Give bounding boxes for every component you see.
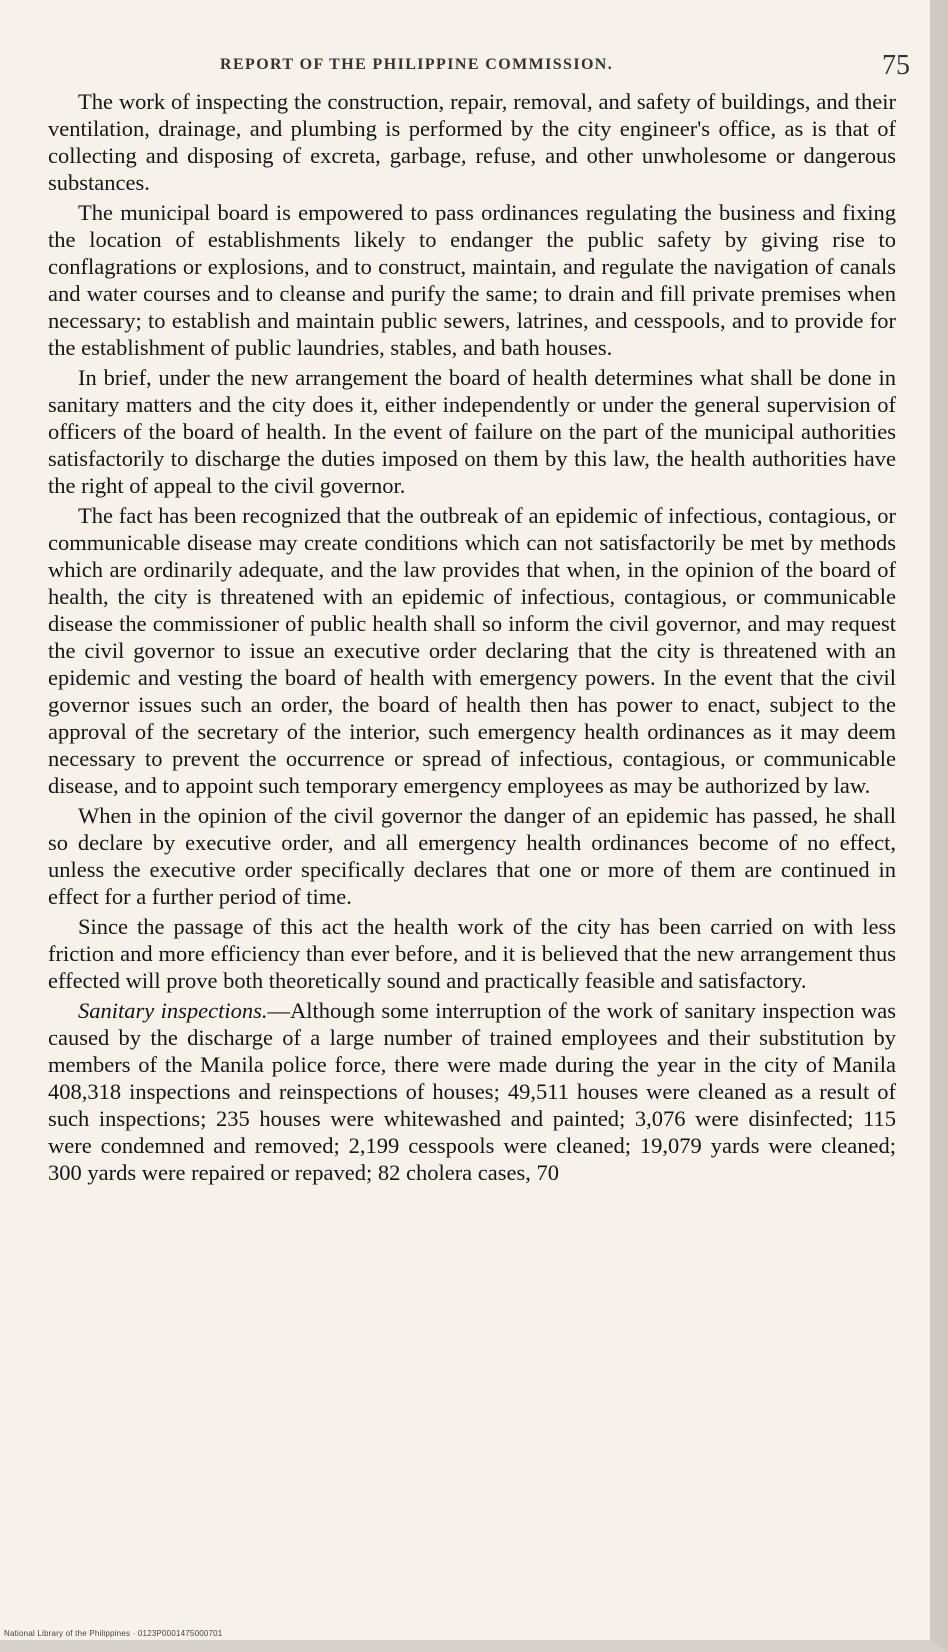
page-number: 75: [882, 50, 910, 81]
sanitary-inspections-heading: Sanitary inspections.: [78, 998, 268, 1023]
scan-footer: National Library of the Philippines · 0123P0001475000701: [4, 1629, 223, 1638]
paragraph-sanitary-inspections: [48, 997, 896, 1186]
paragraph-2: The municipal board is empowered to pass ordinances regulating the business and fixing the location of establishments likely to endanger the public safety by giving rise to conflagrations or explosions, and to construct, maintain, and regulate the navigation of canals and water courses and to cleanse and purify the same; to drain and fill private premises when necessary; to establish and maintain public sewers, latrines, and cesspools, and to provide for the establishment of public laundries, stables, and bath houses.: [48, 200, 896, 360]
paragraph-5: When in the opinion of the civil governor the danger of an epidemic has passed, he shall so declare by executive order, and all emergency health ordinances become of no effect, unless the executive order specifically declares that one or more of them are continued in effect for a further period of time.: [48, 803, 896, 909]
paragraph-3: In brief, under the new arrangement the board of health determines what shall be done in sanitary matters and the city does it, either independently or under the general supervision of officers of the board of health. In the event of failure on the part of the municipal authorities satisfactorily to discharge the duties imposed on them by this law, the health authorities have the right of appeal to the civil governor.: [48, 365, 896, 498]
paragraph-4: The fact has been recognized that the outbreak of an epidemic of infectious, contagious, or communicable disease may create conditions which can not satisfactorily be met by methods which are ordinarily adequate, and the law provides that when, in the opinion of the board of health, the city is threatened with an epidemic of infectious, contagious, or communicable disease the commissioner of public health shall so inform the civil governor, and may request the civil governor to issue an executive order declaring that the city is threatened with an epidemic and vesting the board of health with emergency powers. In the event that the civil governor issues such an order, the board of health then has power to enact, subject to the approval of the secretary of the interior, such emergency health ordinances as it may deem necessary to prevent the occurrence or spread of infectious, contagious, or communicable disease, and to appoint such temporary emergency employees as may be authorized by law.: [48, 503, 896, 798]
running-title: REPORT OF THE PHILIPPINE COMMISSION.: [220, 56, 614, 73]
paragraph-6: Since the passage of this act the health work of the city has been carried on with less friction and more efficiency than ever before, and it is believed that the new arrangement thus effected will prove both theoretically sound and practically feasible and satisfactory.: [48, 914, 896, 993]
sanitary-inspections-text: —Although some interruption of the work of sanitary inspection was caused by the discharge of a large number of trained employees and their substitution by members of the Manila police force, there were made during the year in the city of Manila 408,318 inspections and reinspections of houses; 49,511 houses were cleaned as a result of such inspections; 235 houses were whitewashed and painted; 3,076 were disinfected; 115 were condemned and removed; 2,199 cesspools were cleaned; 19,079 yards were cleaned; 300 yards were repaired or repaved; 82 cholera cases, 70: [48, 998, 896, 1185]
page-header: [60, 50, 910, 86]
page-body: [48, 88, 896, 1189]
paragraph-1: The work of inspecting the construction, repair, removal, and safety of buildings, and their ventilation, drainage, and plumbing is performed by the city engineer's office, as is that of collecting and disposing of excreta, garbage, refuse, and other unwholesome or dangerous substances.: [48, 89, 896, 195]
